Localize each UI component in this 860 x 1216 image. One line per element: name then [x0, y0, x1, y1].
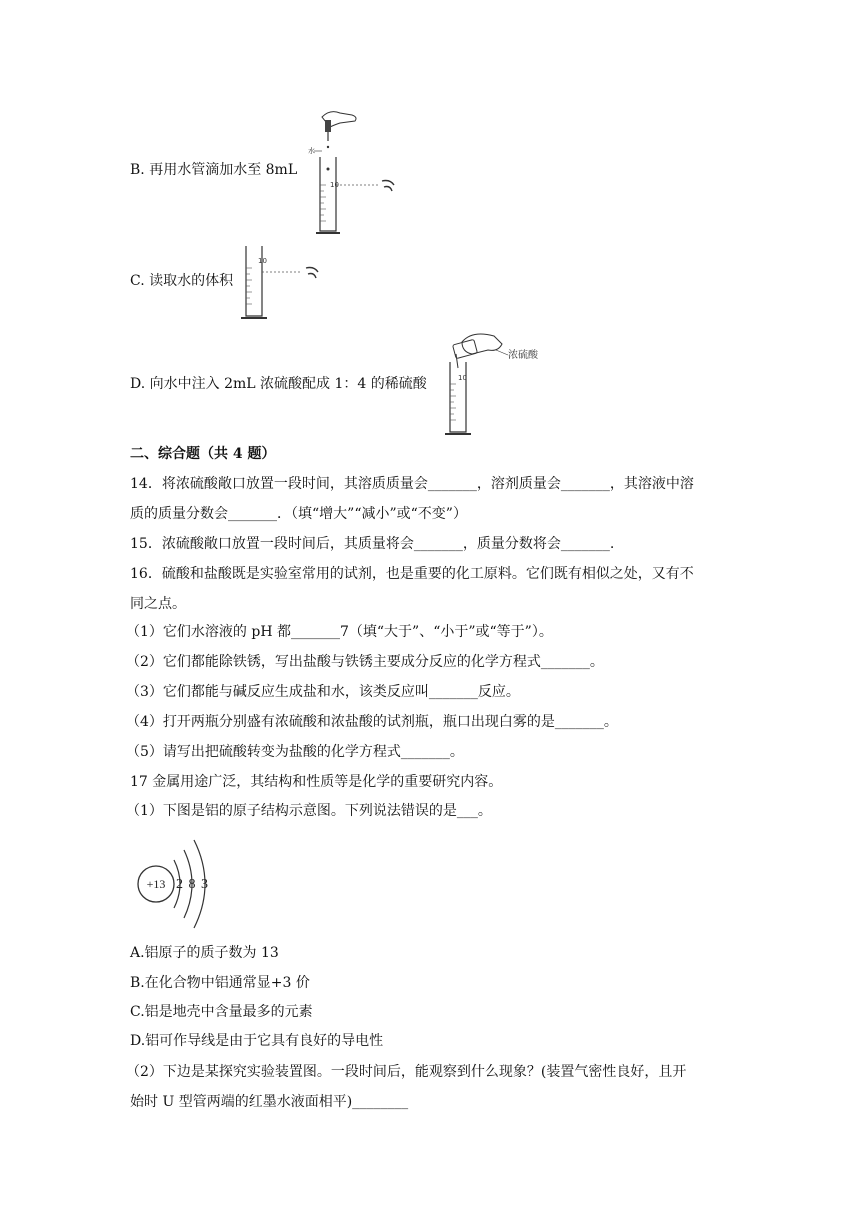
q17-opt-d: D.铝可作导线是由于它具有良好的导电性	[130, 1033, 384, 1049]
cylinder-mark-10: 10	[458, 374, 467, 382]
q17-opt-c: C.铝是地壳中含量最多的元素	[130, 1004, 313, 1020]
q14-line1: 14．将浓硫酸敞口放置一段时间，其溶质质量会_______，溶剂质量会_______，其溶液中溶	[130, 476, 694, 492]
graduated-cylinder	[450, 362, 466, 432]
hand-shape	[462, 334, 502, 354]
cylinder-mark-10: 10	[330, 181, 339, 189]
q14-line2: 质的质量分数会_______．（填“增大”“减小”或“不变”）	[130, 506, 467, 522]
q16-sub1: （1）它们水溶液的 pH 都_______7（填“大于”、“小于”或“等于”）。	[126, 624, 553, 640]
option-b: B. 再用水管滴加水至 8mL	[130, 162, 298, 178]
conc-acid-label: 浓硫酸	[508, 350, 538, 361]
figure-c-read-cylinder	[238, 240, 338, 325]
q16-sub5: （5）请写出把硫酸转变为盐酸的化学方程式_______。	[126, 744, 464, 760]
q15-line1: 15．浓硫酸敞口放置一段时间后，其质量将会_______，质量分数将会_______.	[130, 536, 615, 552]
q17-opt-a: A.铝原子的质子数为 13	[130, 945, 279, 961]
q17-sub1: （1）下图是铝的原子结构示意图。下列说法错误的是___。	[126, 803, 492, 819]
dropper	[325, 120, 331, 132]
eye-icon	[382, 181, 394, 192]
q16-sub3: （3）它们都能与碱反应生成盐和水，该类反应叫_______反应。	[126, 684, 520, 700]
eye-icon	[306, 268, 318, 279]
q17-sub2-line2: 始时 U 型管两端的红墨水液面相平)________	[130, 1094, 409, 1110]
q16-sub4: （4）打开两瓶分别盛有浓硫酸和浓盐酸的试剂瓶，瓶口出现白雾的是_______。	[126, 714, 618, 730]
q17-opt-b: B.在化合物中铝通常显+3 价	[130, 975, 310, 991]
q16-line1: 16．硫酸和盐酸既是实验室常用的试剂，也是重要的化工原料。它们既有相似之处，又有不	[130, 566, 694, 582]
q16-sub2: （2）它们都能除铁锈，写出盐酸与铁锈主要成分反应的化学方程式_______。	[126, 654, 604, 670]
section-title: 二、综合题（共 4 题）	[130, 446, 276, 462]
q17-sub2-line1: （2）下边是某探究实验装置图。一段时间后，能观察到什么现象？(装置气密性良好，且开	[126, 1064, 687, 1080]
electron-counts: 2 8 3	[176, 877, 209, 892]
q17-line1: 17 金属用途广泛，其结构和性质等是化学的重要研究内容。	[130, 774, 503, 790]
cylinder-mark-10: 10	[258, 257, 267, 265]
option-d: D. 向水中注入 2mL 浓硫酸配成 1：4 的稀硫酸	[130, 376, 427, 392]
q16-line2: 同之点。	[130, 596, 186, 612]
nucleus-charge: +13	[146, 877, 166, 891]
aluminum-atom-diagram	[134, 830, 224, 930]
figure-b-dropper-cylinder	[300, 105, 400, 240]
figure-d-pour-acid	[432, 328, 552, 440]
option-c: C. 读取水的体积	[130, 273, 234, 289]
water-label: 水	[308, 147, 315, 155]
